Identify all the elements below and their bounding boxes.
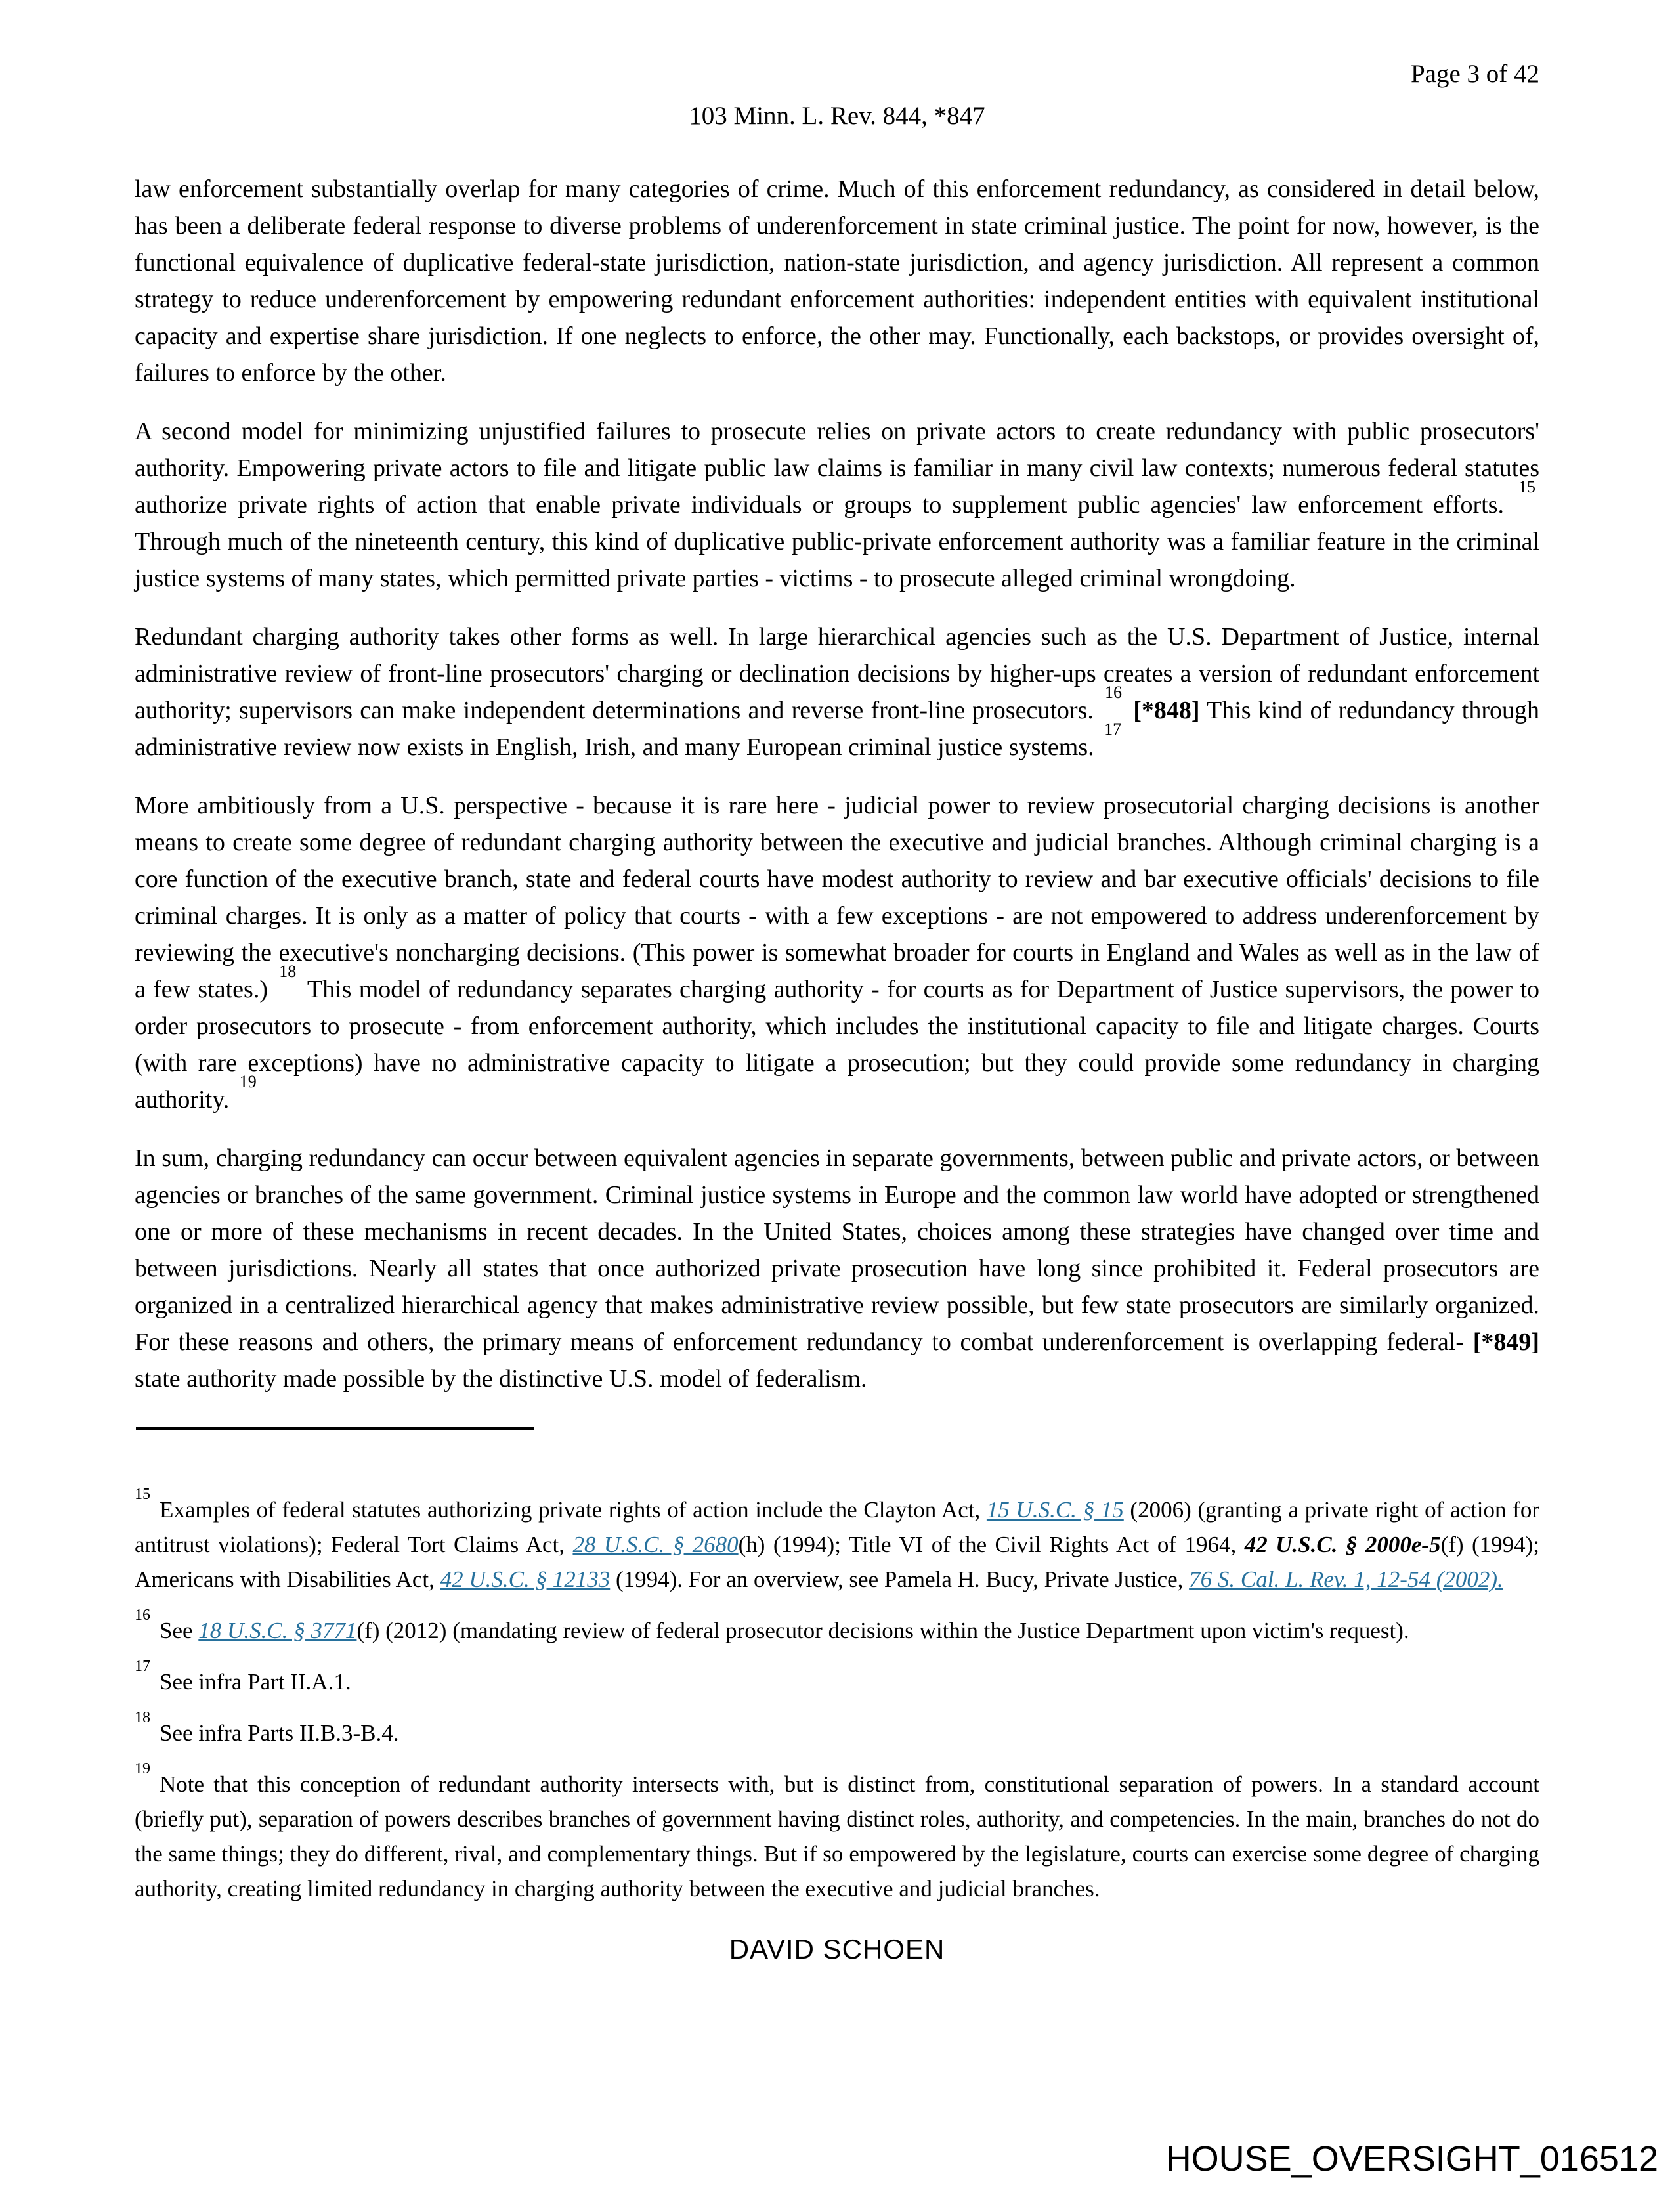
footnote-text: See <box>160 1618 199 1643</box>
paragraph-text: More ambitiously from a U.S. perspective - because it is rare here - judicial power to review prosecutorial charging decisions is another means to create some degree of redundant charging authority between the executive and judicial branches. Although criminal charging is a core function of the executive branch, state and federal courts have modest authority to review and bar executive officials' decisions to file criminal charges. It is only as a matter of policy that courts - with a few exceptions - are not empowered to address underenforcement by reviewing the executive's noncharging decisions. (This power is somewhat broader for courts in England and Wales as well as in the law of a few states.) <box>135 792 1539 1003</box>
footnote-16 <box>135 1607 1539 1648</box>
paragraph-text: This model of redundancy separates charging authority - for courts as for Department of Justice supervisors, the power to order prosecutors to prosecute - from enforcement authority, which includes the institutional capacity to file and litigate charges. Courts (with rare exceptions) have no administrative capacity to litigate a prosecution; but they could provide some redundancy in charging authority. <box>135 976 1539 1114</box>
paragraph-text: Through much of the nineteenth century, this kind of duplicative public-private enforcement authority was a familiar feature in the criminal justice systems of many states, which permitted private parties - victims - to prosecute alleged criminal wrongdoing. <box>135 528 1539 592</box>
paragraph-text: Redundant charging authority takes other forms as well. In large hierarchical agencies such as the U.S. Department of Justice, internal administrative review of front-line prosecutors' charging or declination decisions by higher-ups creates a version of redundant enforcement authority; supervisors can make independent determinations and reverse front-line prosecutors. <box>135 623 1539 724</box>
footnote-17 <box>135 1658 1539 1699</box>
footnote-text: (1994). For an overview, see Pamela H. Bucy, Private Justice, <box>610 1567 1190 1592</box>
footnote-19 <box>135 1760 1539 1906</box>
paragraph-text: law enforcement substantially overlap for many categories of crime. Much of this enforcement redundancy, as considered in detail below, has been a deliberate federal response to diverse problems of underenforcement in state criminal justice. The point for now, however, is the functional equivalence of duplicative federal-state jurisdiction, nation-state jurisdiction, and agency jurisdiction. All represent a common strategy to reduce underenforcement by empowering redundant enforcement authorities: independent entities with equivalent institutional capacity and expertise share jurisdiction. If one neglects to enforce, the other may. Functionally, each backstops, or provides oversight of, failures to enforce by the other. <box>135 175 1539 387</box>
footnote-15 <box>135 1486 1540 1597</box>
author-stamp: DAVID SCHOEN <box>729 1934 945 1964</box>
footnotes-section <box>135 1486 1540 1906</box>
footnote-text: (2006) (granting a private right of action for antitrust violations); Federal Tort Claims Act, <box>135 1497 1539 1557</box>
footnote-number: 18 <box>135 1709 150 1727</box>
statute-link-18usc3771[interactable]: 18 U.S.C. § 3771 <box>198 1618 357 1643</box>
statute-link-28usc2680[interactable]: 28 U.S.C. § 2680 <box>572 1532 739 1557</box>
page-ref-848: [*848] <box>1133 697 1200 724</box>
paragraph-text: state authority made possible by the distinctive U.S. model of federalism. <box>135 1365 867 1393</box>
paragraph <box>135 618 1539 766</box>
footnote-number: 16 <box>135 1607 150 1624</box>
statute-link-42usc12133[interactable]: 42 U.S.C. § 12133 <box>440 1567 611 1592</box>
footnote-text: (f) (1994); Americans with Disabilities Act, <box>135 1532 1540 1592</box>
footnote-text: Note that this conception of redundant authority intersects with, but is distinct from, constitutional separation of powers. In a standard account (briefly put), separation of powers describes branches of government having distinct roles, authority, and competencies. In the main, branches do not do the same things; they do different, rival, and complementary things. But if so empowered by the legislature, courts can exercise some degree of charging authority, creating limited redundancy in charging authority between the executive and judicial branches. <box>135 1771 1539 1901</box>
paragraph-text <box>1126 697 1133 724</box>
footnote-text: See infra Parts II.B.3-B.4. <box>160 1720 399 1746</box>
footnote-text: (f) (2012) (mandating review of federal prosecutor decisions within the Justice Department upon victim's request). <box>356 1618 1409 1643</box>
page-ref-849: [*849] <box>1472 1328 1539 1356</box>
footnote-number: 19 <box>135 1760 150 1778</box>
article-body <box>135 171 1539 1397</box>
footnote-ref-16: 16 <box>1105 683 1123 703</box>
footnote-number: 15 <box>135 1486 150 1504</box>
statute-link-15usc15[interactable]: 15 U.S.C. § 15 <box>986 1497 1124 1523</box>
footnote-ref-17: 17 <box>1104 720 1122 739</box>
bates-number: HOUSE_OVERSIGHT_016512 <box>1165 2139 1658 2179</box>
footnote-text: Examples of federal statutes authorizing private rights of action include the Clayton Act, <box>160 1497 987 1523</box>
paragraph <box>135 413 1539 597</box>
citation-header: 103 Minn. L. Rev. 844, *847 <box>689 102 985 130</box>
footnote-ref-19: 19 <box>239 1072 257 1092</box>
article-link-76scal[interactable]: 76 S. Cal. L. Rev. 1, 12-54 (2002). <box>1189 1567 1503 1592</box>
footnote-separator <box>136 1427 534 1430</box>
statute-citation-bold: 42 U.S.C. § 2000e-5 <box>1244 1532 1441 1557</box>
footnote-ref-15: 15 <box>1518 477 1535 497</box>
footnote-text: See infra Part II.A.1. <box>160 1669 351 1695</box>
paragraph <box>135 171 1539 391</box>
paragraph <box>135 1140 1539 1397</box>
paragraph <box>135 787 1539 1118</box>
paragraph-text: In sum, charging redundancy can occur between equivalent agencies in separate governments, between public and private actors, or between agencies or branches of the same government. Criminal justice systems in Europe and the common law world have adopted or strengthened one or more of these mechanisms in recent decades. In the United States, choices among these strategies have changed over time and between jurisdictions. Nearly all states that once authorized private prosecution have long since prohibited it. Federal prosecutors are organized in a centralized hierarchical agency that makes administrative review possible, but few state prosecutors are similarly organized. For these reasons and others, the primary means of enforcement redundancy to combat underenforcement is overlapping federal- <box>135 1144 1539 1356</box>
footnote-ref-18: 18 <box>279 962 297 982</box>
paragraph-text: A second model for minimizing unjustified failures to prosecute relies on private actors to create redundancy with public prosecutors' authority. Empowering private actors to file and litigate public law claims is familiar in many civil law contexts; numerous federal statutes authorize private rights of action that enable private individuals or groups to supplement public agencies' law enforcement efforts. <box>135 418 1539 519</box>
footnote-18 <box>135 1709 1539 1750</box>
paragraph-text: This kind of redundancy through administrative review now exists in English, Irish, and many European criminal justice systems. <box>135 697 1539 761</box>
footnote-number: 17 <box>135 1658 150 1676</box>
footnote-text: (h) (1994); Title VI of the Civil Rights Act of 1964, <box>738 1532 1245 1557</box>
page-indicator: Page 3 of 42 <box>1410 60 1539 88</box>
